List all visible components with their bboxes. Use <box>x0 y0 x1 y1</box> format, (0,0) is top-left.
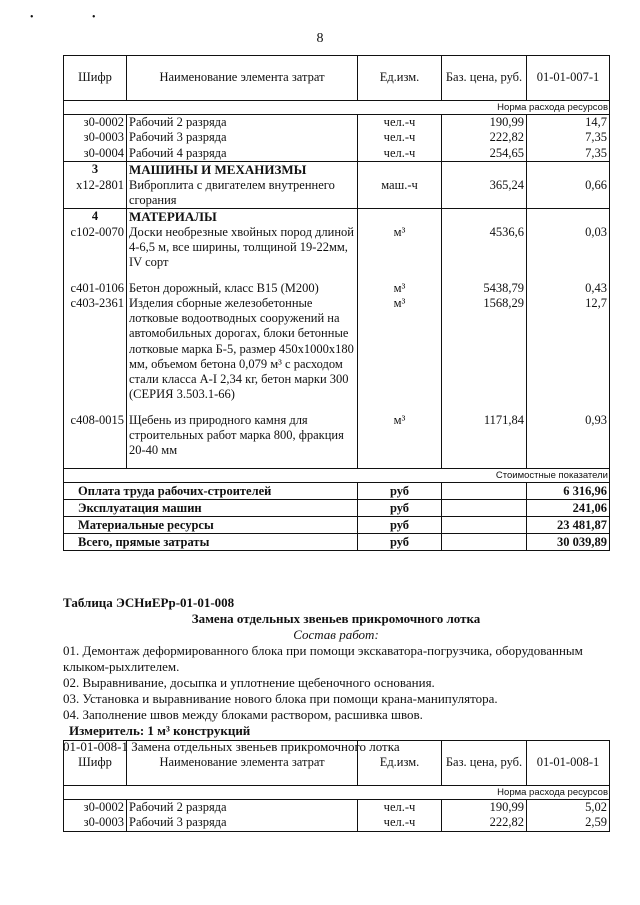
header-price: Баз. цена, руб. <box>442 741 527 786</box>
header-price: Баз. цена, руб. <box>442 56 527 101</box>
header-name: Наименование элемента затрат <box>127 56 358 101</box>
row-code: з0-0002 <box>64 115 127 131</box>
section-2-description <box>63 595 623 755</box>
row-unit: чел.-ч <box>358 130 442 145</box>
header-rate-code: 01-01-007-1 <box>527 56 610 101</box>
table-row <box>64 115 610 131</box>
table-row <box>64 225 610 271</box>
row-price: 1171,84 <box>442 413 527 459</box>
summary-unit: руб <box>358 483 442 500</box>
row-norm: 14,7 <box>527 115 610 131</box>
row-code: з0-0002 <box>64 800 127 816</box>
cost-indicators-label: Стоимостные показатели <box>64 469 610 483</box>
row-name: Рабочий 3 разряда <box>127 815 358 831</box>
meter: Измеритель: 1 м³ конструкций <box>69 723 251 738</box>
row-price: 190,99 <box>442 115 527 131</box>
row-unit: маш.-ч <box>358 178 442 209</box>
summary-unit: руб <box>358 517 442 534</box>
row-norm: 0,03 <box>527 225 610 271</box>
table-row <box>64 130 610 145</box>
section-subtitle: Замена отдельных звеньев прикромочного лотка <box>191 611 481 626</box>
row-price: 190,99 <box>442 800 527 816</box>
row-name: Рабочий 3 разряда <box>127 130 358 145</box>
row-norm: 2,59 <box>527 815 610 831</box>
resource-table-01-01-007-1 <box>63 55 610 551</box>
row-price: 254,65 <box>442 146 527 162</box>
norm-label: Норма расхода ресурсов <box>64 101 610 115</box>
summary-unit: руб <box>358 534 442 551</box>
table-row <box>64 146 610 162</box>
row-unit: м³ <box>358 225 442 271</box>
header-code: Шифр <box>64 741 127 786</box>
row-price: 222,82 <box>442 815 527 831</box>
row-price: 5438,79 <box>442 281 527 296</box>
row-price: 222,82 <box>442 130 527 145</box>
header-unit: Ед.изм. <box>358 56 442 101</box>
row-norm: 0,93 <box>527 413 610 459</box>
row-unit: м³ <box>358 413 442 459</box>
table-row <box>64 178 610 209</box>
table-header-row <box>64 56 610 101</box>
summary-row <box>64 534 610 551</box>
table-row <box>64 800 610 816</box>
row-name: Бетон дорожный, класс В15 (М200) <box>127 281 358 296</box>
table-row <box>64 296 610 403</box>
row-norm: 0,66 <box>527 178 610 209</box>
section-number: 4 <box>64 209 127 225</box>
row-name: Щебень из природного камня для строительных работ марка 800, фракция 20-40 мм <box>127 413 358 459</box>
row-code: з0-0004 <box>64 146 127 162</box>
rate-line: 01-01-008-1 Замена отдельных звеньев прикромочного лотка <box>63 739 400 754</box>
section-number: 3 <box>64 161 127 177</box>
row-unit: м³ <box>358 296 442 403</box>
row-norm: 5,02 <box>527 800 610 816</box>
table-row <box>64 413 610 459</box>
summary-value: 30 039,89 <box>527 534 610 551</box>
resource-table-01-01-008-1 <box>63 740 610 832</box>
row-norm: 12,7 <box>527 296 610 403</box>
row-price: 1568,29 <box>442 296 527 403</box>
row-name: Виброплита с двигателем внутреннего сгорания <box>127 178 358 209</box>
row-price: 365,24 <box>442 178 527 209</box>
work-step: 01. Демонтаж деформированного блока при помощи экскаватора-погрузчика, оборудованным клыком-рыхлителем. <box>63 643 583 674</box>
work-step: 03. Установка и выравнивание нового блока при помощи крана-манипулятора. <box>63 691 498 706</box>
summary-label: Оплата труда рабочих-строителей <box>64 483 358 500</box>
row-price: 4536,6 <box>442 225 527 271</box>
header-name: Наименование элемента затрат <box>127 741 358 786</box>
row-unit: чел.-ч <box>358 115 442 131</box>
row-code: с401-0106 <box>64 281 127 296</box>
summary-row <box>64 483 610 500</box>
header-rate-code: 01-01-008-1 <box>527 741 610 786</box>
row-unit: чел.-ч <box>358 815 442 831</box>
summary-unit: руб <box>358 500 442 517</box>
summary-label: Материальные ресурсы <box>64 517 358 534</box>
row-code: з0-0003 <box>64 130 127 145</box>
section-title: МАТЕРИАЛЫ <box>127 209 358 225</box>
row-name: Изделия сборные железобетонные лотковые водоотводных сооружений на автомобильных дорогах, блоки бетонные лотковые марка Б-5, размер 450х1000х180 мм, объемом бетона 0,079 м³ с расходом стали класса А-I 2,34 кг, бетон марки 300 (СЕРИЯ 3.503.1-66) <box>127 296 358 403</box>
header-unit: Ед.изм. <box>358 741 442 786</box>
work-step: 04. Заполнение швов между блоками раствором, расшивка швов. <box>63 707 423 722</box>
row-norm: 7,35 <box>527 146 610 162</box>
work-step: 02. Выравнивание, досыпка и уплотнение щебеночного основания. <box>63 675 435 690</box>
row-code: х12-2801 <box>64 178 127 209</box>
row-name: Рабочий 2 разряда <box>127 115 358 131</box>
row-code: з0-0003 <box>64 815 127 831</box>
row-name: Доски необрезные хвойных пород длиной 4-6,5 м, все ширины, толщиной 19-22мм, IV сорт <box>127 225 358 271</box>
section-row-machines <box>64 161 610 177</box>
section-title: МАШИНЫ И МЕХАНИЗМЫ <box>127 161 358 177</box>
row-norm: 0,43 <box>527 281 610 296</box>
summary-row <box>64 517 610 534</box>
row-unit: чел.-ч <box>358 800 442 816</box>
composition-title: Состав работ: <box>293 627 379 642</box>
section-row-materials <box>64 209 610 225</box>
header-code: Шифр <box>64 56 127 101</box>
summary-value: 241,06 <box>527 500 610 517</box>
table-header-row <box>64 741 610 786</box>
summary-value: 23 481,87 <box>527 517 610 534</box>
table-row <box>64 815 610 831</box>
summary-label: Эксплуатация машин <box>64 500 358 517</box>
row-unit: чел.-ч <box>358 146 442 162</box>
table-row <box>64 281 610 296</box>
summary-label: Всего, прямые затраты <box>64 534 358 551</box>
row-code: с102-0070 <box>64 225 127 271</box>
table-title: Таблица ЭСНиЕРр-01-01-008 <box>63 595 235 610</box>
row-code: с403-2361 <box>64 296 127 403</box>
page-number: 8 <box>316 31 324 46</box>
row-unit: м³ <box>358 281 442 296</box>
page-marks: • • <box>30 12 124 23</box>
row-code: с408-0015 <box>64 413 127 459</box>
summary-value: 6 316,96 <box>527 483 610 500</box>
row-name: Рабочий 4 разряда <box>127 146 358 162</box>
summary-row <box>64 500 610 517</box>
norm-label: Норма расхода ресурсов <box>64 786 610 800</box>
row-norm: 7,35 <box>527 130 610 145</box>
row-name: Рабочий 2 разряда <box>127 800 358 816</box>
